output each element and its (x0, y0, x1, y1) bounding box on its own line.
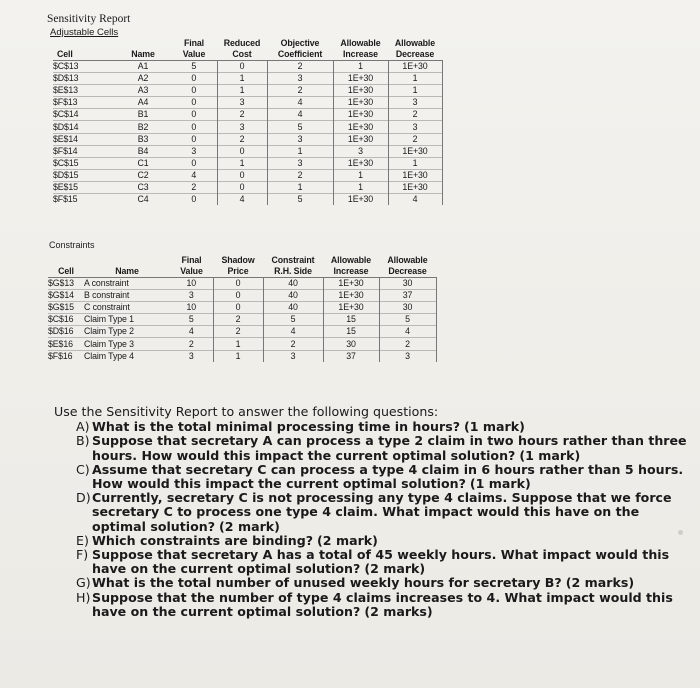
adjustable-cell: B1 (115, 109, 171, 121)
question-item (54, 463, 690, 491)
adjustable-cell: 1E+30 (333, 194, 388, 206)
constraints-cell: 37 (379, 290, 436, 302)
constraints-cell: $E$16 (48, 338, 84, 350)
adjustable-cell: 1E+30 (388, 169, 442, 181)
adjustable-cell: 1 (267, 181, 333, 193)
adjustable-cell: 1E+30 (333, 85, 388, 97)
constraints-cell: 0 (213, 302, 263, 314)
adjustable-cell: 2 (267, 85, 333, 97)
adjustable-cell: $F$13 (53, 97, 115, 109)
adjustable-cell: 4 (171, 169, 217, 181)
constraints-cell: 4 (170, 326, 213, 338)
adjustable-cell: $D$15 (53, 169, 115, 181)
constraints-cell: 5 (379, 314, 436, 326)
table-row (48, 326, 436, 338)
adjustable-header-cell: Name (115, 49, 171, 61)
adjustable-cell: 3 (171, 145, 217, 157)
adjustable-cell: 1 (333, 181, 388, 193)
question-list (54, 420, 690, 619)
adjustable-cell: 0 (171, 109, 217, 121)
adjustable-cell: 3 (217, 97, 267, 109)
constraints-cell: 30 (379, 302, 436, 314)
question-body: Currently, secretary C is not processing any type 4 claims. Suppose that we force secretary C to process one type 4 claim. What impact would this have on the optimal solution? (92, 490, 672, 534)
adjustable-cell: 4 (267, 97, 333, 109)
question-label: C) (76, 461, 90, 477)
table-row (53, 194, 442, 206)
constraints-cell: 4 (263, 326, 323, 338)
constraints-cell: 0 (213, 278, 263, 290)
question-text (92, 420, 690, 434)
question-body: Suppose that secretary A has a total of 45 weekly hours. What impact would this have on the current optimal solution? (92, 547, 670, 577)
constraints-header-row (48, 266, 436, 278)
adjustable-cell: A4 (115, 97, 171, 109)
adjustable-cell: A3 (115, 85, 171, 97)
adjustable-header-cell: Reduced (223, 38, 261, 48)
constraints-cell: $D$16 (48, 326, 84, 338)
adjustable-cell: 2 (388, 109, 442, 121)
constraints-header-cell: Allowable (387, 255, 428, 265)
constraints-cell: B constraint (84, 290, 170, 302)
question-text (92, 548, 690, 576)
table-row (53, 61, 442, 73)
adjustable-cell: 5 (171, 61, 217, 73)
question-label: H) (76, 589, 91, 605)
table-row (53, 121, 442, 133)
adjustable-header-cell: Final (183, 38, 205, 48)
constraints-cell: 2 (379, 338, 436, 350)
adjustable-cell: 1 (333, 169, 388, 181)
adjustable-cell: 0 (171, 133, 217, 145)
table-row (48, 314, 436, 326)
adjustable-cell: 1E+30 (388, 145, 442, 157)
adjustable-header-cell (115, 38, 171, 49)
constraints-cell: 2 (213, 314, 263, 326)
table-row (53, 157, 442, 169)
constraints-cell: 5 (170, 314, 213, 326)
adjustable-cell: $E$14 (53, 133, 115, 145)
constraints-header-cell: Constraint (271, 255, 315, 265)
question-marks: (2 marks) (565, 575, 635, 591)
question-label: A) (76, 419, 90, 435)
constraints-cell: 5 (263, 314, 323, 326)
adjustable-cell: 0 (217, 181, 267, 193)
constraints-header-cell: Value (170, 266, 213, 278)
constraints-cell: A constraint (84, 278, 170, 290)
question-body: What is the total minimal processing time in hours? (92, 419, 461, 435)
constraints-cell: Claim Type 4 (84, 350, 170, 362)
adjustable-cell: 0 (217, 145, 267, 157)
adjustable-cell: 3 (217, 121, 267, 133)
constraints-header-cell (48, 255, 84, 266)
question-text (92, 591, 690, 619)
question-label: F) (76, 547, 89, 563)
question-marks: (2 mark) (317, 532, 378, 548)
report-title: Sensitivity Report (47, 13, 131, 25)
adjustable-header-cell: Allowable (340, 38, 381, 48)
adjustable-cell: C1 (115, 157, 171, 169)
question-text (92, 576, 690, 590)
constraints-cell: Claim Type 1 (84, 314, 170, 326)
adjustable-cell: $D$14 (53, 121, 115, 133)
table-row (48, 302, 436, 314)
adjustable-cell: 2 (217, 109, 267, 121)
table-row (53, 109, 442, 121)
adjustable-cell: 1 (217, 85, 267, 97)
question-marks: (2 mark) (364, 561, 426, 577)
adjustable-cell: 1E+30 (333, 121, 388, 133)
adjustable-cell: 1 (388, 73, 442, 85)
constraints-cell: 2 (263, 338, 323, 350)
table-row (48, 290, 436, 302)
adjustable-cell: 4 (217, 194, 267, 206)
question-marks: (1 mark) (469, 476, 531, 492)
constraints-header-cell: Decrease (379, 266, 436, 278)
adjustable-header-cell: Cost (217, 49, 267, 61)
question-item (54, 434, 690, 462)
constraints-table (48, 255, 437, 362)
constraints-cell: 2 (170, 338, 213, 350)
constraints-cell: 3 (379, 350, 436, 362)
adjustable-cell: 4 (267, 109, 333, 121)
constraints-header-cell (84, 255, 170, 266)
table-row (53, 73, 442, 85)
question-marks: (2 mark) (219, 518, 280, 534)
adjustable-header-cell: Value (171, 49, 217, 61)
constraints-cell: $G$15 (48, 302, 84, 314)
constraints-cell: 40 (263, 290, 323, 302)
adjustable-cell: 0 (217, 169, 267, 181)
adjustable-header-row (53, 49, 442, 61)
adjustable-header-row (53, 38, 442, 49)
constraints-cell: 0 (213, 290, 263, 302)
adjustable-cell: 2 (388, 133, 442, 145)
constraints-cell: 3 (263, 350, 323, 362)
table-row (48, 350, 436, 362)
adjustable-cell: $F$15 (53, 194, 115, 206)
adjustable-header-cell: Cell (53, 49, 115, 61)
adjustable-cell: 2 (267, 61, 333, 73)
adjustable-cell: 0 (171, 194, 217, 206)
adjustable-cell: $D$13 (53, 73, 115, 85)
adjustable-cell: 0 (171, 73, 217, 85)
adjustable-header-cell: Decrease (388, 49, 442, 61)
constraints-cell: Claim Type 2 (84, 326, 170, 338)
question-text (92, 491, 690, 534)
constraints-cell: 1 (213, 350, 263, 362)
constraints-cell: $C$16 (48, 314, 84, 326)
question-item (54, 420, 690, 434)
adjustable-cell: B2 (115, 121, 171, 133)
question-item (54, 548, 690, 576)
question-body: Suppose that secretary A can process a type 2 claim in two hours rather than three hours. How would this impact the current optimal solution? (92, 433, 687, 463)
constraints-header-cell: Shadow (221, 255, 255, 265)
adjustable-cells-table (53, 38, 443, 205)
adjustable-cell: B4 (115, 145, 171, 157)
adjustable-cell: 3 (388, 97, 442, 109)
question-marks: (1 mark) (464, 419, 525, 435)
adjustable-cells-title: Adjustable Cells (50, 27, 119, 38)
question-label: G) (76, 575, 91, 591)
adjustable-cell: 1E+30 (388, 61, 442, 73)
constraints-cell: 2 (213, 326, 263, 338)
scratch-mark (678, 530, 683, 535)
adjustable-cell: 2 (267, 169, 333, 181)
question-marks: (2 marks) (364, 603, 433, 619)
constraints-header-cell: Price (213, 266, 263, 278)
adjustable-header-cell: Increase (333, 49, 388, 61)
adjustable-cell: 1E+30 (333, 109, 388, 121)
adjustable-cell: C3 (115, 181, 171, 193)
adjustable-cell: 3 (388, 121, 442, 133)
adjustable-cell: 1 (267, 145, 333, 157)
table-row (53, 169, 442, 181)
adjustable-cell: 1 (388, 85, 442, 97)
question-item (54, 491, 690, 534)
question-body: Suppose that the number of type 4 claims increases to 4. What impact would this have on the current optimal solution? (92, 589, 673, 619)
adjustable-cell: 0 (171, 121, 217, 133)
adjustable-cell: 1E+30 (333, 157, 388, 169)
adjustable-header-cell (53, 38, 115, 49)
table-row (53, 145, 442, 157)
constraints-header-row (48, 255, 436, 266)
adjustable-cell: 0 (171, 97, 217, 109)
adjustable-cell: 0 (217, 61, 267, 73)
constraints-header-cell: R.H. Side (263, 266, 323, 278)
adjustable-cell: 1E+30 (333, 133, 388, 145)
constraints-header-cell: Increase (323, 266, 379, 278)
constraints-cell: 30 (379, 278, 436, 290)
constraints-cell: 1E+30 (323, 302, 379, 314)
adjustable-cell: B3 (115, 133, 171, 145)
table-row (48, 278, 436, 290)
adjustable-cell: A2 (115, 73, 171, 85)
adjustable-header-cell: Coefficient (267, 49, 333, 61)
adjustable-cell: 0 (171, 85, 217, 97)
question-label: E) (76, 532, 89, 548)
table-row (53, 181, 442, 193)
adjustable-header-cell: Allowable (394, 38, 436, 48)
question-body: Which constraints are binding? (92, 532, 314, 548)
question-item (54, 591, 690, 619)
adjustable-cell: $C$15 (53, 157, 115, 169)
constraints-cell: $F$16 (48, 350, 84, 362)
question-text (92, 463, 690, 491)
constraints-cell: 3 (170, 290, 213, 302)
constraints-header-cell: Name (84, 266, 170, 278)
adjustable-cell: 1 (388, 157, 442, 169)
question-marks: (1 mark) (519, 447, 581, 463)
adjustable-cell: 5 (267, 121, 333, 133)
table-row (53, 97, 442, 109)
adjustable-cell: 3 (267, 133, 333, 145)
constraints-cell: $G$14 (48, 290, 84, 302)
question-item (54, 576, 690, 590)
question-body: Assume that secretary C can process a type 4 claim in 6 hours rather than 5 hours. How would this impact the current optimal solution? (92, 461, 684, 492)
constraints-cell: 30 (323, 338, 379, 350)
constraints-cell: 10 (170, 278, 213, 290)
table-row (53, 85, 442, 97)
adjustable-cell: $F$14 (53, 145, 115, 157)
adjustable-cell: C2 (115, 169, 171, 181)
adjustable-cell: 1E+30 (388, 181, 442, 193)
constraints-cell: 1E+30 (323, 290, 379, 302)
table-row (53, 133, 442, 145)
adjustable-cell: A1 (115, 61, 171, 73)
constraints-cell: 40 (263, 302, 323, 314)
adjustable-cell: 3 (267, 157, 333, 169)
constraints-cell: Claim Type 3 (84, 338, 170, 350)
adjustable-cell: 1 (217, 157, 267, 169)
adjustable-cell: 1 (217, 73, 267, 85)
constraints-cell: 1E+30 (323, 278, 379, 290)
constraints-header-cell: Allowable (330, 255, 372, 265)
constraints-cell: 1 (213, 338, 263, 350)
adjustable-cell: 3 (333, 145, 388, 157)
adjustable-cell: 2 (171, 181, 217, 193)
constraints-cell: 15 (323, 326, 379, 338)
questions-intro: Use the Sensitivity Report to answer the following questions: (54, 404, 439, 419)
constraints-cell: 37 (323, 350, 379, 362)
adjustable-cell: 1E+30 (333, 73, 388, 85)
question-text (92, 534, 690, 548)
adjustable-cell: C4 (115, 194, 171, 206)
adjustable-cell: $C$14 (53, 109, 115, 121)
constraints-cell: 40 (263, 278, 323, 290)
question-label: D) (76, 490, 91, 506)
constraints-cell: 3 (170, 350, 213, 362)
adjustable-header-cell: Objective (280, 38, 320, 48)
constraints-cell: 10 (170, 302, 213, 314)
question-item (54, 534, 690, 548)
adjustable-cell: 1 (333, 61, 388, 73)
adjustable-cell: 0 (171, 157, 217, 169)
adjustable-cell: $E$13 (53, 85, 115, 97)
adjustable-cell: $C$13 (53, 61, 115, 73)
constraints-cell: 4 (379, 326, 436, 338)
adjustable-cell: 4 (388, 194, 442, 206)
question-text (92, 434, 690, 462)
constraints-cell: 15 (323, 314, 379, 326)
adjustable-cell: 1E+30 (333, 97, 388, 109)
adjustable-cell: 5 (267, 194, 333, 206)
adjustable-cell: 3 (267, 73, 333, 85)
constraints-header-cell: Final (181, 255, 202, 265)
question-body: What is the total number of unused weekly hours for secretary B? (92, 575, 562, 591)
constraints-header-cell: Cell (48, 266, 84, 278)
questions-block (54, 405, 690, 619)
question-label: B) (76, 433, 90, 449)
adjustable-cell: $E$15 (53, 181, 115, 193)
table-row (48, 338, 436, 350)
constraints-title: Constraints (49, 240, 95, 250)
constraints-cell: $G$13 (48, 278, 84, 290)
constraints-cell: C constraint (84, 302, 170, 314)
adjustable-cell: 2 (217, 133, 267, 145)
